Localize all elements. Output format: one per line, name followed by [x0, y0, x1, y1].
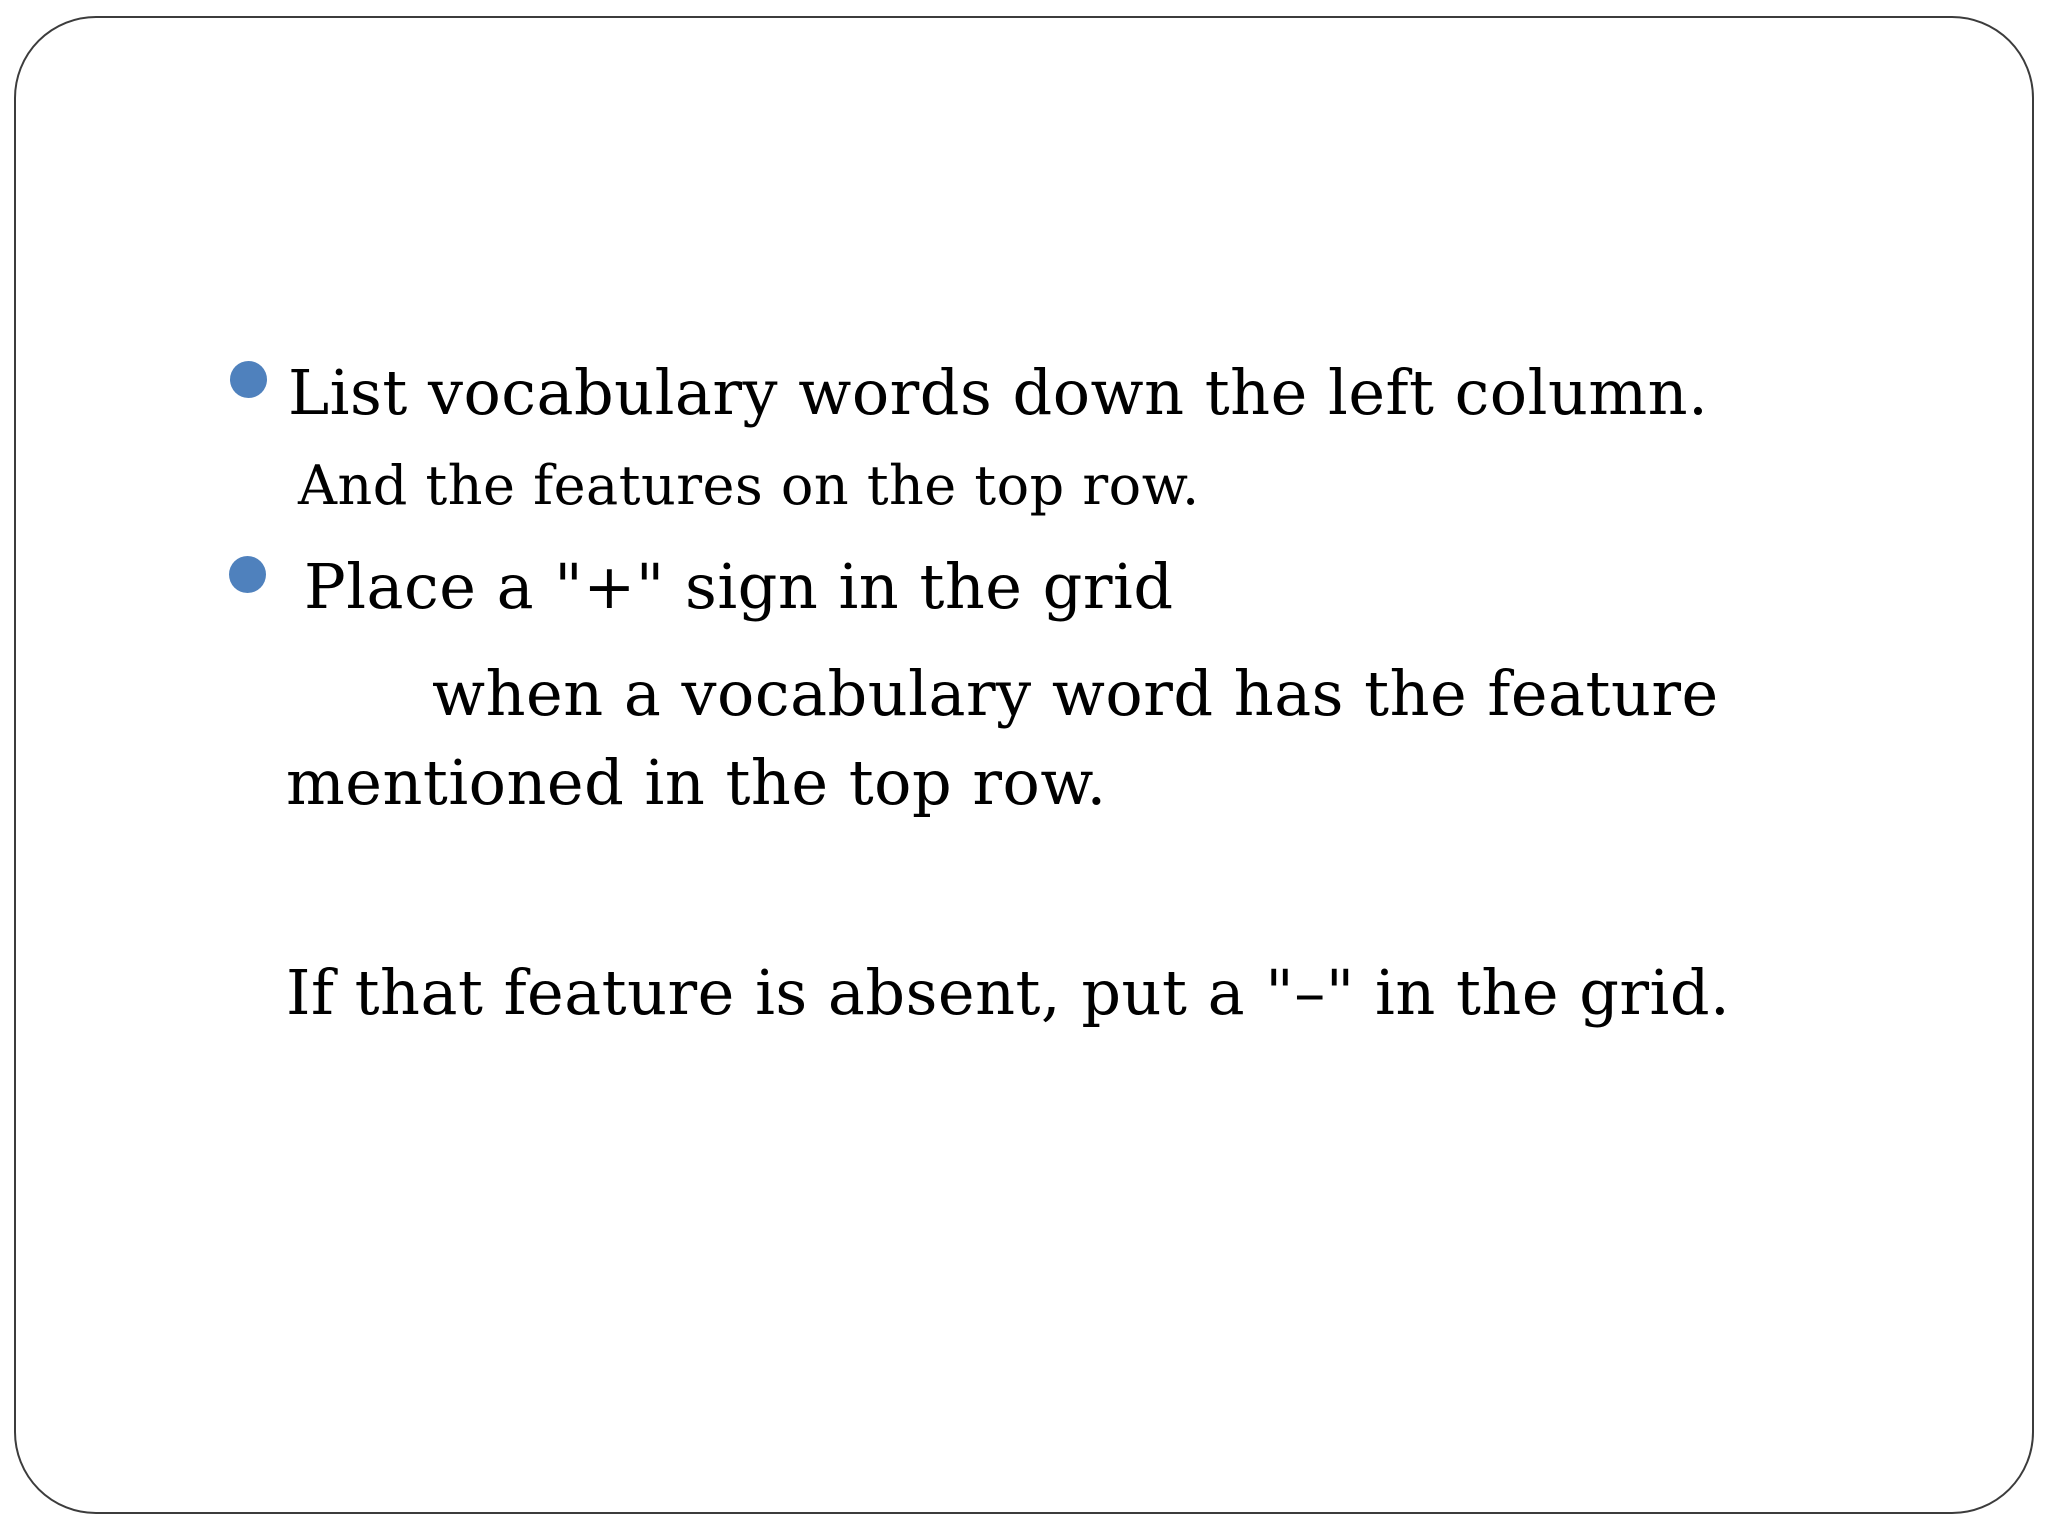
bullet-2-line-1: Place a "+" sign in the grid	[304, 550, 1174, 623]
bullet-1-line-2: And the features on the top row.	[298, 454, 1200, 517]
note-text: If that feature is absent, put a "–" in the grid.	[286, 956, 1731, 1029]
bullet-2-line-2: when a vocabulary word has the feature	[432, 657, 1719, 730]
bullet-dot-icon	[230, 361, 267, 398]
bullet-2-line-3: mentioned in the top row.	[286, 746, 1107, 819]
bullet-dot-icon	[229, 556, 266, 593]
bullet-1-line-1: List vocabulary words down the left column.	[288, 356, 1709, 429]
